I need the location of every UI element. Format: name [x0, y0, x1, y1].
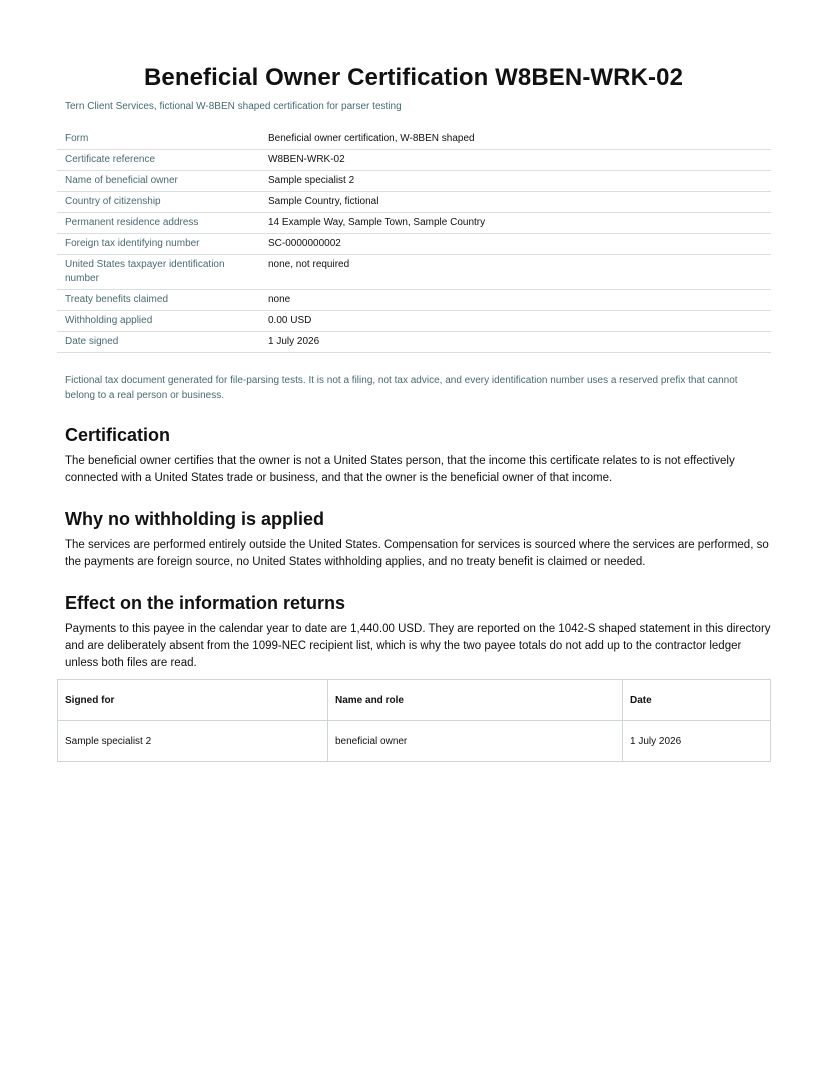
- field-row: [57, 192, 771, 213]
- field-row: [57, 150, 771, 171]
- field-row: [57, 171, 771, 192]
- field-value: none, not required: [260, 255, 771, 290]
- field-value: 1 July 2026: [260, 332, 771, 353]
- field-value: Sample Country, fictional: [260, 192, 771, 213]
- field-value: none: [260, 290, 771, 311]
- field-value: 0.00 USD: [260, 311, 771, 332]
- field-row: [57, 213, 771, 234]
- field-value: 14 Example Way, Sample Town, Sample Country: [260, 213, 771, 234]
- document-subtitle: Tern Client Services, fictional W-8BEN shaped certification for parser testing: [65, 101, 402, 112]
- field-row: [57, 311, 771, 332]
- section-body-withholding: The services are performed entirely outside the United States. Compensation for services is sourced where the services are performed, so the payments are foreign source, no United States withholding applies, and no treaty benefit is claimed or needed.: [65, 539, 769, 568]
- field-value: W8BEN-WRK-02: [260, 150, 771, 171]
- section-heading-withholding: Why no withholding is applied: [65, 509, 324, 529]
- field-row: [57, 290, 771, 311]
- signature-date: 1 July 2026: [623, 721, 771, 762]
- field-label: Foreign tax identifying number: [57, 234, 260, 255]
- field-label: Certificate reference: [57, 150, 260, 171]
- field-row: [57, 129, 771, 150]
- fictional-disclaimer: Fictional tax document generated for file-parsing tests. It is not a filing, not tax advice, and every identification number uses a reserved prefix that cannot belong to a real person or business.: [65, 375, 738, 401]
- field-value: Sample specialist 2: [260, 171, 771, 192]
- section-body-information-returns: Payments to this payee in the calendar year to date are 1,440.00 USD. They are reported on the 1042-S shaped statement in this directory and are deliberately absent from the 1099-NEC recipient list, which is why the two payee totals do not add up to the contractor ledger unless both files are read.: [65, 623, 771, 669]
- signature-row: [58, 721, 771, 762]
- field-label: Date signed: [57, 332, 260, 353]
- signature-header-name-role: Name and role: [328, 680, 623, 721]
- field-label: United States taxpayer identification number: [57, 255, 260, 290]
- signature-header-row: [58, 680, 771, 721]
- signature-name-role: beneficial owner: [328, 721, 623, 762]
- field-label: Permanent residence address: [57, 213, 260, 234]
- section-heading-information-returns: Effect on the information returns: [65, 593, 346, 613]
- field-label: Treaty benefits claimed: [57, 290, 260, 311]
- signature-table: [57, 679, 771, 762]
- field-label: Withholding applied: [57, 311, 260, 332]
- signature-signed-for: Sample specialist 2: [58, 721, 328, 762]
- section-heading-certification: Certification: [65, 425, 171, 445]
- field-label: Form: [57, 129, 260, 150]
- field-row: [57, 234, 771, 255]
- certificate-fields-table: [57, 129, 771, 353]
- signature-header-date: Date: [623, 680, 771, 721]
- signature-header-signed-for: Signed for: [58, 680, 328, 721]
- field-label: Country of citizenship: [57, 192, 260, 213]
- field-value: Beneficial owner certification, W-8BEN shaped: [260, 129, 771, 150]
- field-value: SC-0000000002: [260, 234, 771, 255]
- field-row: [57, 332, 771, 353]
- section-body-certification: The beneficial owner certifies that the owner is not a United States person, that the income this certificate relates to is not effectively connected with a United States trade or business, and that the owner is the beneficial owner of that income.: [65, 455, 735, 484]
- field-row: [57, 255, 771, 290]
- document-title: Beneficial Owner Certification W8BEN-WRK-02: [143, 64, 684, 91]
- field-label: Name of beneficial owner: [57, 171, 260, 192]
